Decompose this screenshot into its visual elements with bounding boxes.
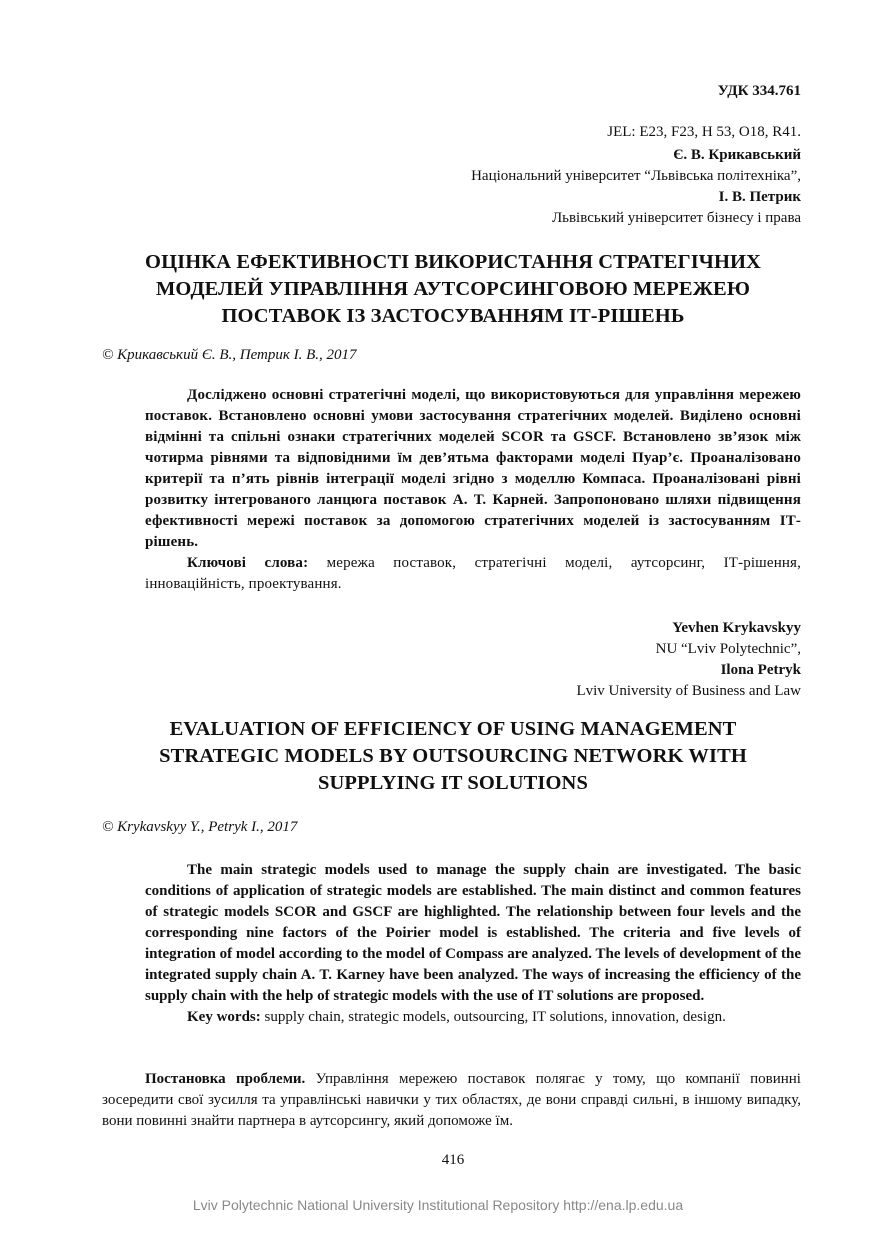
section-heading: Постановка проблеми. [145,1071,306,1087]
title-ua [60,249,846,330]
body-paragraph [102,1069,801,1132]
keywords-list: supply chain, strategic models, outsourcing, IT solutions, innovation, design. [260,1009,726,1025]
abstract-ua [145,385,801,595]
title-line: SUPPLYING IT SOLUTIONS [318,772,588,794]
title-line: ОЦІНКА ЕФЕКТИВНОСТІ ВИКОРИСТАННЯ СТРАТЕГІЧНИХ [145,251,761,273]
title-line: МОДЕЛЕЙ УПРАВЛІННЯ АУТСОРСИНГОВОЮ МЕРЕЖЕЮ [155,278,751,300]
authors-en [576,618,801,702]
keywords-label: Ключові слова: [187,555,309,571]
author-name: Є. В. Крикавський [673,147,801,163]
abstract-text: The main strategic models used to manage the supply chain are investigated. The basic conditions of application of strategic models are established. The main distinct and common features of strategic models SCOR and GSCF are highlighted. The relationship between four levels and the corresponding nine factors of the Poirier model is established. The criteria and five levels of integration of model according to the model of Compass are analyzed. The levels of development of the integrated supply chain A. T. Karney have been analyzed. The ways of increasing the efficiency of the supply chain with the help of strategic models with the use of IT solutions are proposed. [145,862,801,1004]
abstract-en [145,860,801,1028]
keywords-ua [145,553,801,595]
udc-code: УДК 334.761 [717,83,801,99]
copyright-en: © Krykavskyy Y., Petryk I., 2017 [102,819,298,835]
author-affiliation: NU “Lviv Polytechnic”, [655,641,801,657]
author-affiliation: Національний університет “Львівська політехніка”, [471,168,801,184]
author-name: Ilona Petryk [720,662,801,678]
authors-ua [471,145,801,229]
author-name: Yevhen Krykavskyy [672,620,801,636]
author-name: І. В. Петрик [718,189,801,205]
title-line: EVALUATION OF EFFICIENCY OF USING MANAGEMENT [169,718,737,740]
paragraph-text: Управління мережею поставок полягає у тому, що компанії повинні зосередити свої зусилля та управлінські навички у тих областях, де вони справді сильні, в іншому випадку, вони повинні знайти партнера в аутсорсингу, який допоможе їм. [102,1071,801,1129]
title-line: ПОСТАВОК ІЗ ЗАСТОСУВАННЯМ ІТ-РІШЕНЬ [221,305,685,327]
author-affiliation: Львівський університет бізнесу і права [551,210,801,226]
repository-footer: Lviv Polytechnic National University Institutional Repository http://ena.lp.edu.ua [192,1197,684,1213]
title-en [60,716,846,797]
page-number: 416 [441,1152,465,1168]
keywords-list: мережа поставок, стратегічні моделі, аутсорсинг, ІТ-рішення, інноваційність, проектування. [145,555,801,592]
copyright-ua: © Крикавський Є. В., Петрик І. В., 2017 [102,347,357,363]
jel-codes: JEL: E23, F23, H 53, O18, R41. [607,124,801,140]
keywords-en [145,1007,801,1028]
body-section [102,1069,801,1132]
abstract-text: Досліджено основні стратегічні моделі, що використовуються для управління мережею поставок. Встановлено основні умови застосування стратегічних моделей. Виділено основні відмінні та спільні ознаки стратегічних моделей SCOR та GSCF. Встановлено зв’язок між чотирма рівнями та відповідними їм дев’ятьма факторами моделі Пуар’є. Проаналізовано критерії та п’ять рівнів інтеграції моделі згідно з моделлю Компаса. Проаналізовані рівні розвитку інтегрованого ланцюга поставок А. Т. Карней. Запропоновано шляхи підвищення ефективності мережі поставок за допомогою стратегічних моделей із застосуванням ІТ-рішень. [145,387,801,550]
keywords-label: Key words: [187,1009,261,1025]
title-line: STRATEGIC MODELS BY OUTSOURCING NETWORK WITH [159,745,747,767]
author-affiliation: Lviv University of Business and Law [576,683,801,699]
